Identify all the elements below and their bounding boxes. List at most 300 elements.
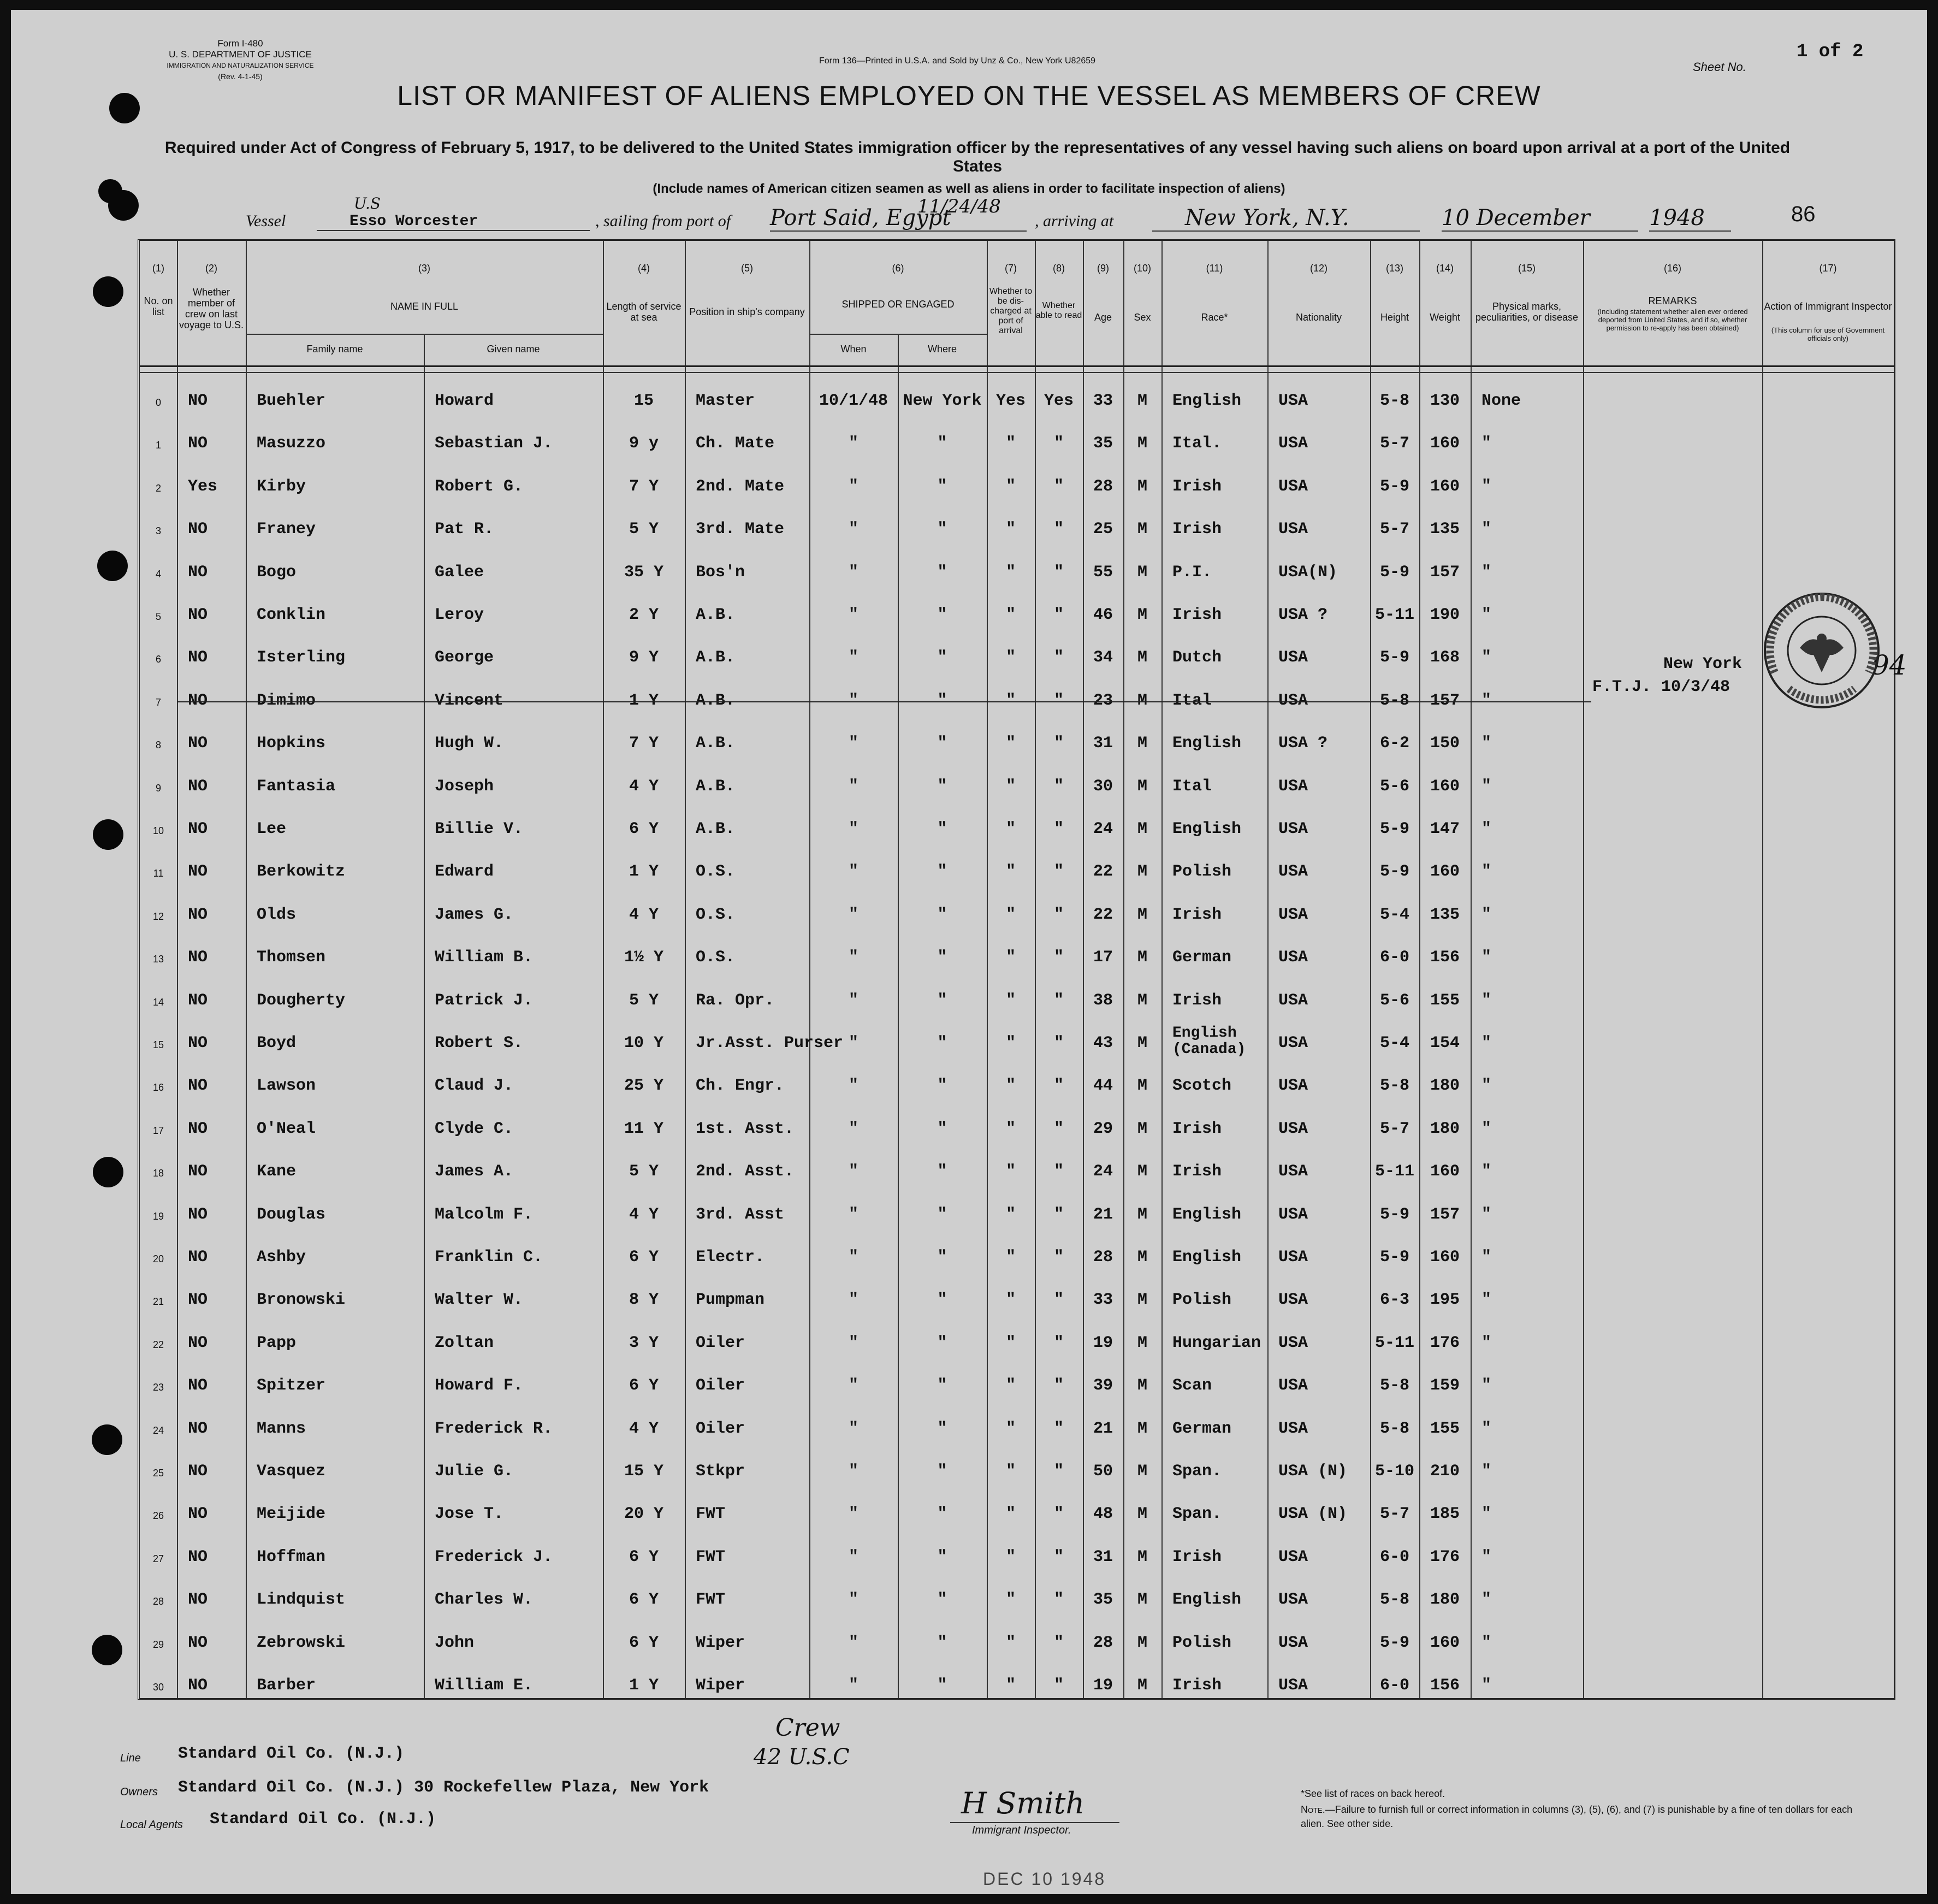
cell-family-name: Lindquist: [257, 1590, 346, 1610]
grid-vline: [177, 241, 178, 1698]
cell-given-name: Frederick J.: [435, 1547, 553, 1566]
cell-shipped-when: ": [848, 477, 858, 496]
cell-service-length: 5 Y: [629, 520, 659, 539]
cell-last-voyage: NO: [188, 1419, 208, 1438]
cell-given-name: James G.: [435, 905, 514, 924]
cell-sex: M: [1137, 1248, 1147, 1267]
races-note: *See list of races on back hereof.: [1301, 1788, 1445, 1799]
cell-position: 2nd. Mate: [696, 477, 785, 496]
cell-family-name: Lee: [257, 820, 287, 838]
cell-nationality: USA: [1278, 477, 1308, 496]
cell-height: 6-0: [1379, 1676, 1409, 1695]
cell-service-length: 4 Y: [629, 905, 659, 924]
cell-weight: 157: [1430, 563, 1460, 582]
cell-family-name: Buehler: [257, 392, 326, 410]
cell-given-name: Robert G.: [435, 477, 524, 496]
cell-position: O.S.: [696, 862, 736, 882]
cell-discharged: ": [1005, 1376, 1016, 1396]
column-number: (15): [1518, 263, 1536, 274]
column-number: (4): [638, 263, 650, 274]
cell-shipped-where: ": [937, 1205, 947, 1224]
form-number: Form I-480: [217, 38, 263, 49]
cell-given-name: Vincent: [435, 691, 504, 710]
cell-shipped-when: ": [848, 606, 858, 624]
cell-height: 5-4: [1379, 905, 1409, 924]
cell-given-name: William B.: [435, 948, 534, 967]
cell-sex: M: [1137, 1462, 1147, 1481]
cell-sex: M: [1137, 1034, 1147, 1052]
cell-physical-marks: ": [1481, 1547, 1492, 1566]
cell-sex: M: [1137, 777, 1147, 796]
cell-given-name: Julie G.: [435, 1462, 514, 1481]
cell-shipped-when: ": [848, 1248, 858, 1267]
cell-weight: 180: [1430, 1077, 1460, 1096]
cell-physical-marks: ": [1481, 1248, 1492, 1267]
cell-able-to-read: ": [1053, 1119, 1064, 1138]
cell-weight: 130: [1430, 392, 1460, 410]
cell-given-name: William E.: [435, 1676, 534, 1695]
cell-service-length: 6 Y: [629, 1376, 659, 1396]
header-age: Age: [1094, 312, 1112, 323]
cell-row-number: 16: [152, 1082, 164, 1093]
cell-height: 5-9: [1379, 1248, 1409, 1267]
cell-height: 5-8: [1379, 392, 1409, 410]
cell-shipped-when: ": [848, 1205, 858, 1224]
cell-race: English: [1172, 734, 1242, 753]
port-date: 11/24/48: [917, 196, 1001, 217]
cell-last-voyage: NO: [188, 1205, 208, 1224]
cell-physical-marks: ": [1481, 648, 1492, 667]
cell-physical-marks: ": [1481, 777, 1492, 796]
cell-race: Irish: [1172, 477, 1222, 496]
printer-line: Form 136—Printed in U.S.A. and Sold by Unz & Co., New York U82659: [819, 56, 1096, 66]
cell-service-length: 6 Y: [629, 820, 659, 838]
cell-height: 5-8: [1379, 1077, 1409, 1096]
consulate-seal-icon: [1762, 590, 1882, 711]
sheet-number: 1 of 2: [1797, 42, 1864, 62]
cell-last-voyage: NO: [188, 1077, 208, 1096]
cell-able-to-read: ": [1053, 1505, 1064, 1524]
cell-race: German: [1172, 1419, 1232, 1438]
cell-race: Polish: [1172, 862, 1232, 882]
cell-height: 6-0: [1379, 948, 1409, 967]
cell-position: Ch. Mate: [696, 434, 775, 453]
cell-nationality: USA: [1278, 1248, 1308, 1267]
cell-able-to-read: ": [1053, 520, 1064, 539]
cell-shipped-when: ": [848, 648, 858, 667]
cell-physical-marks: ": [1481, 1291, 1492, 1310]
cell-sex: M: [1137, 434, 1147, 453]
cell-nationality: USA ?: [1278, 734, 1328, 753]
cell-physical-marks: ": [1481, 563, 1492, 582]
revision: (Rev. 4-1-45): [218, 72, 263, 81]
cell-discharged: ": [1005, 862, 1016, 882]
cell-physical-marks: ": [1481, 1162, 1492, 1181]
service: IMMIGRATION AND NATURALIZATION SERVICE: [167, 62, 314, 69]
cell-shipped-when: ": [848, 1676, 858, 1695]
cell-able-to-read: ": [1053, 1547, 1064, 1566]
cell-shipped-where: ": [937, 1333, 947, 1352]
cell-position: O.S.: [696, 905, 736, 924]
cell-nationality: USA: [1278, 1077, 1308, 1096]
cell-race: Irish: [1172, 905, 1222, 924]
cell-given-name: Howard F.: [435, 1376, 524, 1396]
cell-nationality: USA: [1278, 1419, 1308, 1438]
cell-service-length: 4 Y: [629, 777, 659, 796]
cell-sex: M: [1137, 862, 1147, 882]
cell-race: Irish: [1172, 520, 1222, 539]
cell-family-name: Meijide: [257, 1505, 326, 1524]
cell-row-number: 18: [152, 1168, 164, 1179]
cell-nationality: USA: [1278, 862, 1308, 882]
cell-sex: M: [1137, 520, 1147, 539]
cell-sex: M: [1137, 1547, 1147, 1566]
cell-position: 3rd. Mate: [696, 520, 785, 539]
cell-race: Scotch: [1172, 1077, 1232, 1096]
cell-last-voyage: NO: [188, 606, 208, 624]
cell-given-name: Frederick R.: [435, 1419, 553, 1438]
cell-physical-marks: ": [1481, 434, 1492, 453]
cell-age: 28: [1093, 477, 1113, 496]
cell-service-length: 1½ Y: [624, 948, 663, 967]
cell-age: 33: [1093, 1291, 1113, 1310]
cell-given-name: Leroy: [435, 606, 484, 624]
cell-shipped-when: ": [848, 862, 858, 882]
cell-shipped-where: ": [937, 1633, 947, 1652]
cell-row-number: 15: [152, 1039, 164, 1050]
cell-last-voyage: NO: [188, 1162, 208, 1181]
cell-nationality: USA ?: [1278, 606, 1328, 624]
cell-shipped-when: ": [848, 434, 858, 453]
cell-race: English (Canada): [1172, 1025, 1246, 1058]
cell-discharged: ": [1005, 777, 1016, 796]
date-stamp: DEC 10 1948: [983, 1869, 1106, 1889]
cell-shipped-when: ": [848, 1162, 858, 1181]
cell-row-number: 25: [152, 1468, 164, 1479]
cell-row-number: 5: [155, 611, 161, 622]
cell-sex: M: [1137, 1333, 1147, 1352]
cell-shipped-when: ": [848, 1291, 858, 1310]
cell-family-name: Franey: [257, 520, 316, 539]
cell-able-to-read: ": [1053, 648, 1064, 667]
column-number: (6): [892, 263, 904, 274]
cell-physical-marks: ": [1481, 1077, 1492, 1096]
cell-shipped-when: ": [848, 1077, 858, 1096]
cell-family-name: Bogo: [257, 563, 297, 582]
cell-race: Irish: [1172, 1547, 1222, 1566]
cell-race: English: [1172, 1590, 1242, 1610]
cell-height: 5-8: [1379, 1590, 1409, 1610]
cell-given-name: Charles W.: [435, 1590, 534, 1610]
column-number: (17): [1819, 263, 1837, 274]
cell-shipped-when: ": [848, 991, 858, 1010]
header-inspector-detail: (This column for use of Government officials only): [1771, 326, 1885, 342]
agents-label: Local Agents: [120, 1819, 183, 1831]
cell-age: 43: [1093, 1034, 1113, 1052]
cell-family-name: Bronowski: [257, 1291, 346, 1310]
cell-shipped-when: ": [848, 520, 858, 539]
cell-family-name: Kane: [257, 1162, 297, 1181]
cell-service-length: 4 Y: [629, 1205, 659, 1224]
cell-physical-marks: ": [1481, 1633, 1492, 1652]
header-nationality: Nationality: [1295, 312, 1342, 323]
cell-service-length: 7 Y: [629, 734, 659, 753]
line-label: Line: [120, 1752, 141, 1764]
cell-height: 5-11: [1374, 1333, 1414, 1352]
cell-position: A.B.: [696, 777, 736, 796]
cell-age: 34: [1093, 648, 1113, 667]
cell-discharged: ": [1005, 434, 1016, 453]
cell-position: Electr.: [696, 1248, 765, 1267]
cell-shipped-where: ": [937, 948, 947, 967]
cell-position: Bos'n: [696, 563, 745, 582]
cell-physical-marks: ": [1481, 1205, 1492, 1224]
cell-shipped-where: ": [937, 734, 947, 753]
cell-race: Ital.: [1172, 434, 1222, 453]
cell-last-voyage: NO: [188, 691, 208, 710]
owners-value: Standard Oil Co. (N.J.) 30 Rockefellew Plaza, New York: [178, 1778, 709, 1797]
department: U. S. DEPARTMENT OF JUSTICE: [169, 49, 312, 60]
cell-age: 55: [1093, 563, 1113, 582]
cell-age: 24: [1093, 820, 1113, 838]
cell-row-number: 9: [155, 782, 161, 794]
cell-last-voyage: NO: [188, 1462, 208, 1481]
cell-discharged: ": [1005, 691, 1016, 710]
requirement-text: Required under Act of Congress of February 5, 1917, to be delivered to the United States immigration officer by the representatives of any vessel having such aliens on board upon arrival at a port of the United States: [164, 139, 1791, 175]
cell-discharged: ": [1005, 1676, 1016, 1695]
cell-physical-marks: ": [1481, 1376, 1492, 1396]
column-number: (7): [1005, 263, 1017, 274]
cell-age: 35: [1093, 1590, 1113, 1610]
cell-able-to-read: ": [1053, 905, 1064, 924]
cell-discharged: ": [1005, 948, 1016, 967]
cell-height: 5-9: [1379, 1633, 1409, 1652]
cell-nationality: USA: [1278, 1291, 1308, 1310]
cell-sex: M: [1137, 1505, 1147, 1524]
column-number: (13): [1385, 263, 1403, 274]
cell-able-to-read: ": [1053, 1291, 1064, 1310]
cell-service-length: 15 Y: [624, 1462, 663, 1481]
cell-family-name: Hopkins: [257, 734, 326, 753]
cell-row-number: 7: [155, 696, 161, 708]
punch-hole: [97, 551, 128, 581]
cell-race: Polish: [1172, 1633, 1232, 1652]
cell-sex: M: [1137, 948, 1147, 967]
cell-discharged: ": [1005, 477, 1016, 496]
cell-family-name: Dimimo: [257, 691, 316, 710]
cell-able-to-read: ": [1053, 820, 1064, 838]
cell-row-number: 8: [155, 740, 161, 751]
arriving-port: New York, N.Y.: [1152, 205, 1420, 232]
cell-row-number: 22: [152, 1339, 164, 1350]
sheet-label: Sheet No.: [1693, 60, 1746, 74]
cell-height: 5-9: [1379, 563, 1409, 582]
cell-given-name: John: [435, 1633, 475, 1652]
cell-physical-marks: ": [1481, 991, 1492, 1010]
agents-value: Standard Oil Co. (N.J.): [210, 1810, 436, 1829]
cell-discharged: ": [1005, 1462, 1016, 1481]
cell-shipped-where: ": [937, 1547, 947, 1566]
header-discharged: Whether to be dis-charged at port of arrival: [989, 287, 1033, 335]
cell-family-name: Spitzer: [257, 1376, 326, 1396]
cell-discharged: ": [1005, 1162, 1016, 1181]
cell-family-name: Vasquez: [257, 1462, 326, 1481]
cell-discharged: Yes: [995, 392, 1026, 410]
cell-able-to-read: ": [1053, 691, 1064, 710]
cell-position: Master: [696, 392, 755, 410]
note-label: Note.: [1301, 1804, 1325, 1815]
cell-able-to-read: ": [1053, 777, 1064, 796]
cell-shipped-where: ": [937, 777, 947, 796]
cell-last-voyage: NO: [188, 392, 208, 410]
cell-height: 5-9: [1379, 477, 1409, 496]
cell-last-voyage: NO: [188, 520, 208, 539]
cell-discharged: ": [1005, 1119, 1016, 1138]
cell-physical-marks: ": [1481, 691, 1492, 710]
cell-height: 5-8: [1379, 1419, 1409, 1438]
header-rule: [140, 365, 1894, 367]
cell-age: 30: [1093, 777, 1113, 796]
cell-shipped-where: ": [937, 1419, 947, 1438]
cell-able-to-read: ": [1053, 434, 1064, 453]
cell-given-name: George: [435, 648, 494, 667]
cell-race: Ital: [1172, 691, 1212, 710]
cell-age: 28: [1093, 1248, 1113, 1267]
cell-position: Oiler: [696, 1419, 745, 1438]
cell-physical-marks: ": [1481, 1676, 1492, 1695]
cell-shipped-where: ": [937, 1162, 947, 1181]
cell-physical-marks: ": [1481, 520, 1492, 539]
cell-last-voyage: NO: [188, 991, 208, 1010]
cell-position: Stkpr: [696, 1462, 745, 1481]
cell-service-length: 5 Y: [629, 1162, 659, 1181]
cell-height: 5-7: [1379, 1119, 1409, 1138]
punch-hole: [92, 1424, 122, 1455]
cell-service-length: 9 y: [629, 434, 659, 453]
cell-given-name: Clyde C.: [435, 1119, 514, 1138]
cell-nationality: USA: [1278, 434, 1308, 453]
cell-shipped-where: ": [937, 606, 947, 624]
cell-service-length: 6 Y: [629, 1547, 659, 1566]
cell-discharged: ": [1005, 1419, 1016, 1438]
header-position: Position in ship's company: [689, 306, 805, 317]
cell-shipped-where: ": [937, 648, 947, 667]
cell-shipped-when: ": [848, 1119, 858, 1138]
cell-weight: 195: [1430, 1291, 1460, 1310]
cell-last-voyage: NO: [188, 820, 208, 838]
cell-height: 5-6: [1379, 991, 1409, 1010]
cell-last-voyage: NO: [188, 1590, 208, 1610]
cell-family-name: Lawson: [257, 1077, 316, 1096]
header-shipped-engaged: SHIPPED OR ENGAGED: [841, 299, 955, 310]
column-number: (10): [1133, 263, 1151, 274]
cell-last-voyage: NO: [188, 905, 208, 924]
cell-given-name: Pat R.: [435, 520, 494, 539]
note-text: —Failure to furnish full or correct information in columns (3), (5), (6), and (7) is punishable by a fine of ten dollars for each alien. See other side.: [1301, 1804, 1853, 1829]
grid-vline: [1471, 241, 1472, 1698]
cell-nationality: USA: [1278, 1547, 1308, 1566]
cell-able-to-read: ": [1053, 1676, 1064, 1695]
header-inspector-action: Action of Immigrant Inspector: [1764, 301, 1892, 312]
cell-weight: 168: [1430, 648, 1460, 667]
cell-discharged: ": [1005, 1333, 1016, 1352]
cell-service-length: 3 Y: [629, 1333, 659, 1352]
grid-vline: [246, 241, 247, 1698]
cell-given-name: Zoltan: [435, 1333, 494, 1352]
column-number: (2): [205, 263, 217, 274]
owners-label: Owners: [120, 1786, 158, 1798]
cell-sex: M: [1137, 1205, 1147, 1224]
cell-physical-marks: ": [1481, 820, 1492, 838]
cell-shipped-when: ": [848, 1590, 858, 1610]
cell-race: Irish: [1172, 1676, 1222, 1695]
cell-shipped-where: ": [937, 1376, 947, 1396]
cell-race: English: [1172, 1205, 1242, 1224]
cell-shipped-where: ": [937, 1676, 947, 1695]
cell-weight: 180: [1430, 1590, 1460, 1610]
cell-row-number: 21: [152, 1296, 164, 1308]
cell-position: Pumpman: [696, 1291, 765, 1310]
cell-service-length: 4 Y: [629, 1419, 659, 1438]
cell-last-voyage: NO: [188, 1633, 208, 1652]
cell-able-to-read: ": [1053, 991, 1064, 1010]
cell-row-number: 26: [152, 1510, 164, 1522]
cell-sex: M: [1137, 1419, 1147, 1438]
cell-family-name: Zebrowski: [257, 1633, 346, 1652]
cell-height: 5-6: [1379, 777, 1409, 796]
cell-age: 29: [1093, 1119, 1113, 1138]
cell-shipped-where: ": [937, 691, 947, 710]
cell-family-name: Masuzzo: [257, 434, 326, 453]
sailing-port: Port Said, Egypt: [770, 205, 1027, 232]
cell-last-voyage: NO: [188, 1034, 208, 1052]
arriving-label: , arriving at: [1035, 212, 1114, 230]
punch-hole: [93, 1157, 123, 1187]
cell-given-name: Edward: [435, 862, 494, 882]
cell-weight: 160: [1430, 777, 1460, 796]
cell-position: A.B.: [696, 820, 736, 838]
cell-weight: 135: [1430, 520, 1460, 539]
cell-age: 19: [1093, 1676, 1113, 1695]
arrival-day: 10 December: [1442, 205, 1638, 232]
cell-able-to-read: ": [1053, 1077, 1064, 1096]
cell-last-voyage: NO: [188, 1248, 208, 1267]
cell-position: 2nd. Asst.: [696, 1162, 795, 1181]
cell-nationality: USA: [1278, 820, 1308, 838]
crew-note: Crew: [775, 1714, 840, 1742]
cell-physical-marks: None: [1481, 392, 1521, 410]
cell-sex: M: [1137, 1119, 1147, 1138]
cell-nationality: USA: [1278, 1633, 1308, 1652]
cell-last-voyage: NO: [188, 1676, 208, 1695]
column-number: (12): [1309, 263, 1327, 274]
cell-shipped-where: ": [937, 520, 947, 539]
cell-position: FWT: [696, 1547, 726, 1566]
cell-shipped-when: ": [848, 1034, 858, 1052]
header-remarks: REMARKS: [1648, 295, 1697, 306]
cell-given-name: Malcolm F.: [435, 1205, 534, 1224]
cell-last-voyage: NO: [188, 1505, 208, 1524]
cell-race: P.I.: [1172, 563, 1212, 582]
cell-nationality: USA: [1278, 648, 1308, 667]
cell-age: 28: [1093, 1633, 1113, 1652]
cell-age: 33: [1093, 392, 1113, 410]
cell-given-name: Billie V.: [435, 820, 524, 838]
cell-weight: 180: [1430, 1119, 1460, 1138]
header-height: Height: [1380, 312, 1409, 323]
cell-race: Irish: [1172, 1119, 1222, 1138]
grid-vline: [1267, 241, 1269, 1698]
